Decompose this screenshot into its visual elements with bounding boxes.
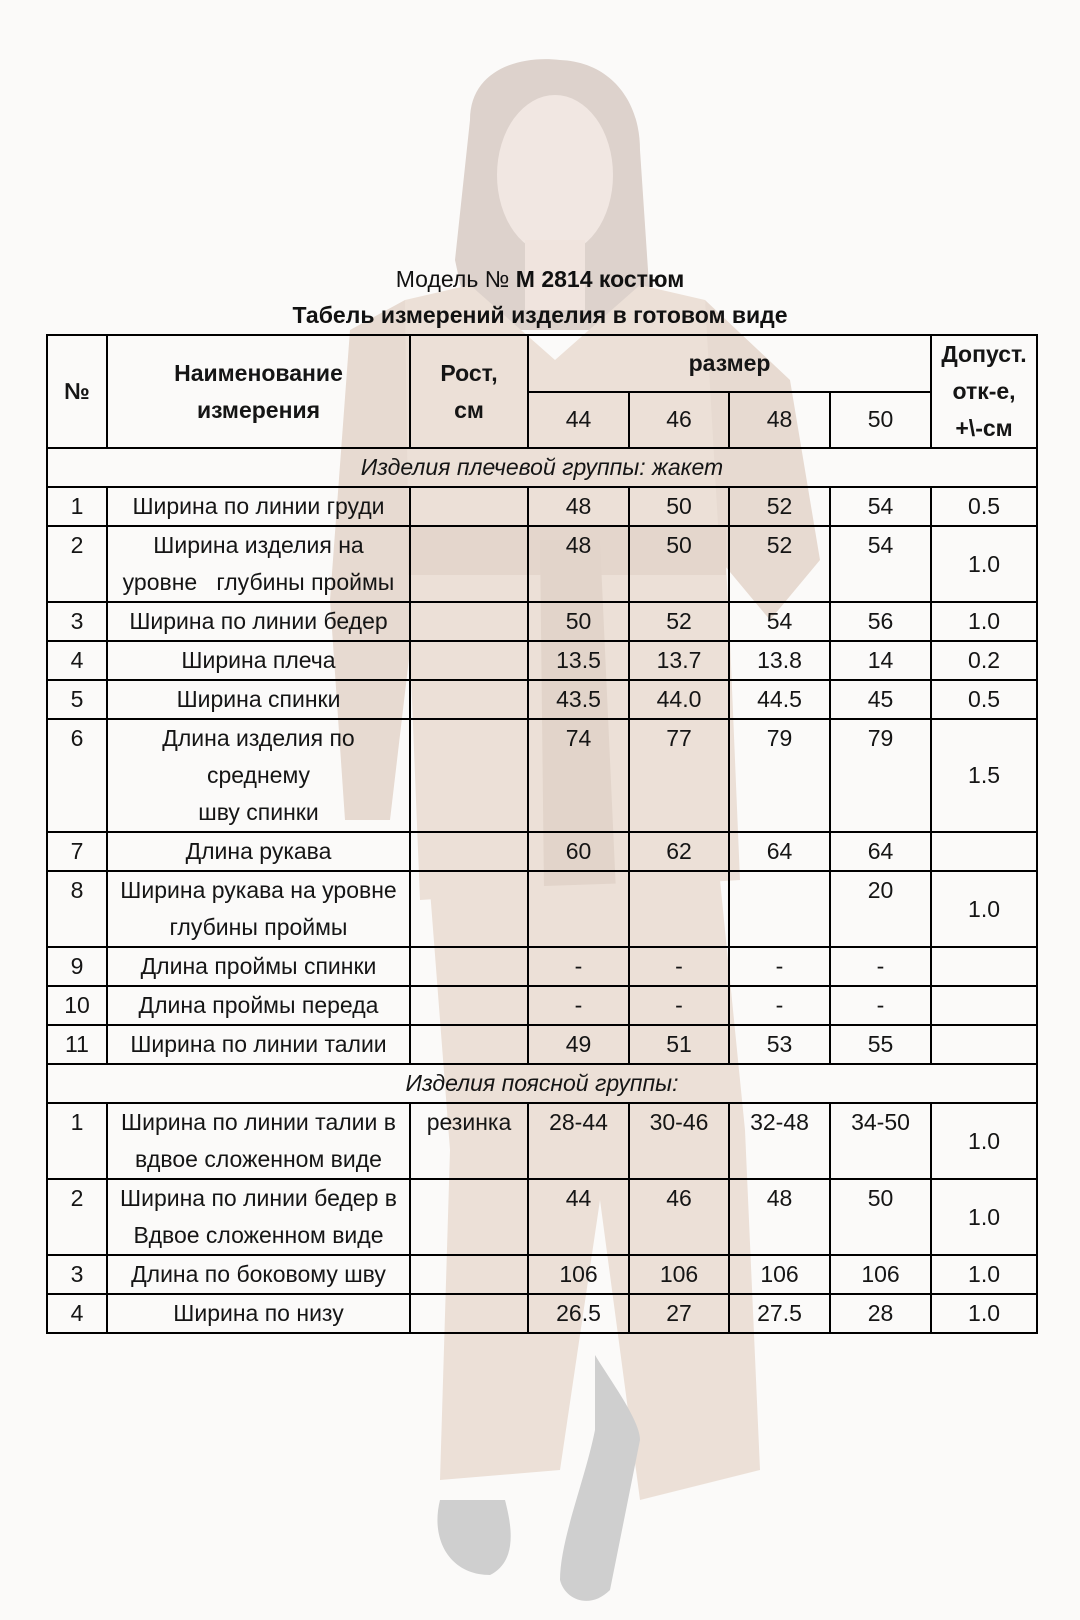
table-row bbox=[47, 719, 1037, 832]
row-value-size-48 bbox=[729, 871, 830, 947]
table-row bbox=[47, 1294, 1037, 1333]
row-value-size-44: 49 bbox=[528, 1025, 629, 1064]
row-tolerance bbox=[931, 832, 1037, 871]
row-name-line: Длина проймы спинки bbox=[140, 953, 377, 979]
row-value-size-44: - bbox=[528, 947, 629, 986]
row-height bbox=[410, 719, 528, 832]
row-height bbox=[410, 1294, 528, 1333]
row-name-line: Ширина рукава на уровне bbox=[120, 877, 397, 903]
row-value-size-44: 50 bbox=[528, 602, 629, 641]
row-num: 2 bbox=[47, 1179, 107, 1255]
table-row bbox=[47, 1025, 1037, 1064]
row-value-size-50: 55 bbox=[830, 1025, 931, 1064]
section-row bbox=[47, 448, 1037, 487]
row-name bbox=[107, 602, 410, 641]
section-title: Изделия поясной группы: bbox=[47, 1064, 1037, 1103]
row-tolerance: 1.0 bbox=[931, 526, 1037, 602]
row-tolerance: 1.0 bbox=[931, 1179, 1037, 1255]
row-value-size-46: - bbox=[629, 947, 729, 986]
row-value-size-44 bbox=[528, 871, 629, 947]
row-value-size-44: 74 bbox=[528, 719, 629, 832]
row-tolerance: 0.2 bbox=[931, 641, 1037, 680]
table-row bbox=[47, 487, 1037, 526]
row-value-size-46: 50 bbox=[629, 526, 729, 602]
row-tolerance bbox=[931, 986, 1037, 1025]
row-value-size-44: 48 bbox=[528, 526, 629, 602]
row-value-size-46: 30-46 bbox=[629, 1103, 729, 1179]
row-value-size-50: 54 bbox=[830, 526, 931, 602]
table-row bbox=[47, 680, 1037, 719]
row-name-line: Ширина изделия на bbox=[153, 532, 364, 558]
row-value-size-46: 13.7 bbox=[629, 641, 729, 680]
row-name-line: Ширина по линии бедер bbox=[129, 608, 388, 634]
row-value-size-46: 106 bbox=[629, 1255, 729, 1294]
row-name bbox=[107, 1179, 410, 1255]
row-name-line: Длина проймы переда bbox=[138, 992, 379, 1018]
row-value-size-50: 106 bbox=[830, 1255, 931, 1294]
section-title: Изделия плечевой группы: жакет bbox=[47, 448, 1037, 487]
row-value-size-46: 52 bbox=[629, 602, 729, 641]
row-name bbox=[107, 680, 410, 719]
row-name bbox=[107, 641, 410, 680]
row-value-size-46 bbox=[629, 871, 729, 947]
header-height-line1: Рост, bbox=[440, 359, 498, 386]
row-height bbox=[410, 680, 528, 719]
row-num: 1 bbox=[47, 1103, 107, 1179]
header-name bbox=[107, 335, 410, 448]
row-value-size-44: 43.5 bbox=[528, 680, 629, 719]
section-row bbox=[47, 1064, 1037, 1103]
document-subtitle: Табель измерений изделия в готовом виде bbox=[292, 302, 788, 328]
row-value-size-46: 27 bbox=[629, 1294, 729, 1333]
row-height bbox=[410, 947, 528, 986]
row-value-size-48: 64 bbox=[729, 832, 830, 871]
row-name bbox=[107, 1255, 410, 1294]
header-tol-line1: Допуст. bbox=[941, 341, 1027, 367]
row-name bbox=[107, 487, 410, 526]
row-name bbox=[107, 1025, 410, 1064]
row-num: 8 bbox=[47, 871, 107, 947]
row-num: 3 bbox=[47, 602, 107, 641]
row-value-size-48: 79 bbox=[729, 719, 830, 832]
table-row bbox=[47, 947, 1037, 986]
row-tolerance: 1.5 bbox=[931, 719, 1037, 832]
row-name-line: Ширина спинки bbox=[176, 686, 341, 712]
row-value-size-50: - bbox=[830, 947, 931, 986]
header-tol-line3: +\-см bbox=[955, 415, 1013, 441]
header-size-48: 48 bbox=[729, 392, 830, 449]
row-num: 1 bbox=[47, 487, 107, 526]
row-name-line: Ширина по линии талии bbox=[130, 1031, 387, 1057]
row-value-size-48: 52 bbox=[729, 526, 830, 602]
row-value-size-46: - bbox=[629, 986, 729, 1025]
row-name-line: Ширина по линии бедер в bbox=[120, 1185, 397, 1211]
row-height bbox=[410, 487, 528, 526]
header-tolerance bbox=[931, 335, 1037, 448]
header-size-50: 50 bbox=[830, 392, 931, 449]
row-num: 2 bbox=[47, 526, 107, 602]
row-name bbox=[107, 947, 410, 986]
row-value-size-46: 46 bbox=[629, 1179, 729, 1255]
row-value-size-44: 26.5 bbox=[528, 1294, 629, 1333]
row-value-size-48: - bbox=[729, 986, 830, 1025]
row-value-size-50: 45 bbox=[830, 680, 931, 719]
row-value-size-50: 56 bbox=[830, 602, 931, 641]
row-tolerance: 1.0 bbox=[931, 1294, 1037, 1333]
row-value-size-48: 44.5 bbox=[729, 680, 830, 719]
row-name bbox=[107, 1294, 410, 1333]
row-value-size-48: 13.8 bbox=[729, 641, 830, 680]
row-height bbox=[410, 1179, 528, 1255]
row-name-line: глубины проймы bbox=[169, 914, 348, 940]
row-value-size-48: 53 bbox=[729, 1025, 830, 1064]
row-num: 6 bbox=[47, 719, 107, 832]
header-height bbox=[410, 335, 528, 448]
row-value-size-46: 44.0 bbox=[629, 680, 729, 719]
row-height bbox=[410, 832, 528, 871]
row-value-size-48: 54 bbox=[729, 602, 830, 641]
header-tol-line2: отк-е, bbox=[952, 378, 1016, 404]
row-value-size-44: 106 bbox=[528, 1255, 629, 1294]
row-value-size-46: 51 bbox=[629, 1025, 729, 1064]
row-height bbox=[410, 526, 528, 602]
row-tolerance bbox=[931, 1025, 1037, 1064]
row-num: 3 bbox=[47, 1255, 107, 1294]
row-tolerance: 1.0 bbox=[931, 871, 1037, 947]
row-value-size-48: 32-48 bbox=[729, 1103, 830, 1179]
table-row bbox=[47, 1179, 1037, 1255]
row-value-size-50: 64 bbox=[830, 832, 931, 871]
row-value-size-44: 44 bbox=[528, 1179, 629, 1255]
model-prefix: Модель № bbox=[395, 266, 510, 292]
row-value-size-44: 60 bbox=[528, 832, 629, 871]
row-name bbox=[107, 986, 410, 1025]
row-value-size-44: 28-44 bbox=[528, 1103, 629, 1179]
row-value-size-44: 48 bbox=[528, 487, 629, 526]
row-name bbox=[107, 526, 410, 602]
row-value-size-50: 14 bbox=[830, 641, 931, 680]
row-value-size-50: - bbox=[830, 986, 931, 1025]
row-value-size-46: 50 bbox=[629, 487, 729, 526]
header-size-46: 46 bbox=[629, 392, 729, 449]
row-name-line: Ширина плеча bbox=[181, 647, 336, 673]
measurement-table bbox=[46, 334, 1038, 1334]
document-title bbox=[0, 264, 1080, 294]
row-num: 4 bbox=[47, 1294, 107, 1333]
row-name-line: уровне глубины проймы bbox=[122, 569, 395, 595]
table-row bbox=[47, 986, 1037, 1025]
row-value-size-44: - bbox=[528, 986, 629, 1025]
row-height bbox=[410, 1025, 528, 1064]
model-name: М 2814 костюм bbox=[515, 266, 685, 292]
row-tolerance: 0.5 bbox=[931, 487, 1037, 526]
header-size: размер bbox=[528, 335, 931, 392]
row-name-line: среднему bbox=[206, 762, 311, 788]
row-name bbox=[107, 719, 410, 832]
table-row bbox=[47, 1103, 1037, 1179]
row-value-size-50: 20 bbox=[830, 871, 931, 947]
row-num: 7 bbox=[47, 832, 107, 871]
row-name bbox=[107, 832, 410, 871]
row-height: резинка bbox=[410, 1103, 528, 1179]
row-value-size-50: 79 bbox=[830, 719, 931, 832]
row-value-size-46: 77 bbox=[629, 719, 729, 832]
row-tolerance: 1.0 bbox=[931, 602, 1037, 641]
row-name bbox=[107, 871, 410, 947]
row-value-size-48: 48 bbox=[729, 1179, 830, 1255]
table-row bbox=[47, 1255, 1037, 1294]
row-tolerance: 0.5 bbox=[931, 680, 1037, 719]
header-num: № bbox=[47, 335, 107, 448]
row-value-size-44: 13.5 bbox=[528, 641, 629, 680]
row-name-line: вдвое сложенном виде bbox=[135, 1146, 382, 1172]
header-size-44: 44 bbox=[528, 392, 629, 449]
row-name-line: шву спинки bbox=[198, 799, 319, 825]
row-name-line: Ширина по низу bbox=[173, 1300, 344, 1326]
row-value-size-46: 62 bbox=[629, 832, 729, 871]
row-num: 11 bbox=[47, 1025, 107, 1064]
row-name-line: Длина по боковому шву bbox=[131, 1261, 386, 1287]
row-height bbox=[410, 1255, 528, 1294]
table-row bbox=[47, 832, 1037, 871]
row-value-size-50: 28 bbox=[830, 1294, 931, 1333]
table-row bbox=[47, 526, 1037, 602]
row-tolerance: 1.0 bbox=[931, 1103, 1037, 1179]
row-value-size-48: 52 bbox=[729, 487, 830, 526]
row-num: 9 bbox=[47, 947, 107, 986]
row-name-line: Ширина по линии талии в bbox=[121, 1109, 396, 1135]
row-num: 4 bbox=[47, 641, 107, 680]
row-value-size-48: - bbox=[729, 947, 830, 986]
row-name-line: Ширина по линии груди bbox=[132, 493, 385, 519]
header-height-line2: см bbox=[454, 396, 484, 423]
row-value-size-50: 34-50 bbox=[830, 1103, 931, 1179]
row-name-line: Вдвое сложенном виде bbox=[133, 1222, 384, 1248]
row-value-size-50: 54 bbox=[830, 487, 931, 526]
header-name-line2: измерения bbox=[196, 396, 321, 423]
table-row bbox=[47, 871, 1037, 947]
row-tolerance bbox=[931, 947, 1037, 986]
row-height bbox=[410, 986, 528, 1025]
row-name-line: Длина рукава bbox=[185, 838, 332, 864]
row-name-line: Длина изделия по bbox=[162, 725, 355, 751]
row-height bbox=[410, 871, 528, 947]
row-tolerance: 1.0 bbox=[931, 1255, 1037, 1294]
row-value-size-48: 106 bbox=[729, 1255, 830, 1294]
row-num: 10 bbox=[47, 986, 107, 1025]
row-height bbox=[410, 641, 528, 680]
row-value-size-50: 50 bbox=[830, 1179, 931, 1255]
row-height bbox=[410, 602, 528, 641]
row-name bbox=[107, 1103, 410, 1179]
table-row bbox=[47, 641, 1037, 680]
table-row bbox=[47, 602, 1037, 641]
row-value-size-48: 27.5 bbox=[729, 1294, 830, 1333]
header-name-line1: Наименование bbox=[174, 359, 343, 386]
row-num: 5 bbox=[47, 680, 107, 719]
